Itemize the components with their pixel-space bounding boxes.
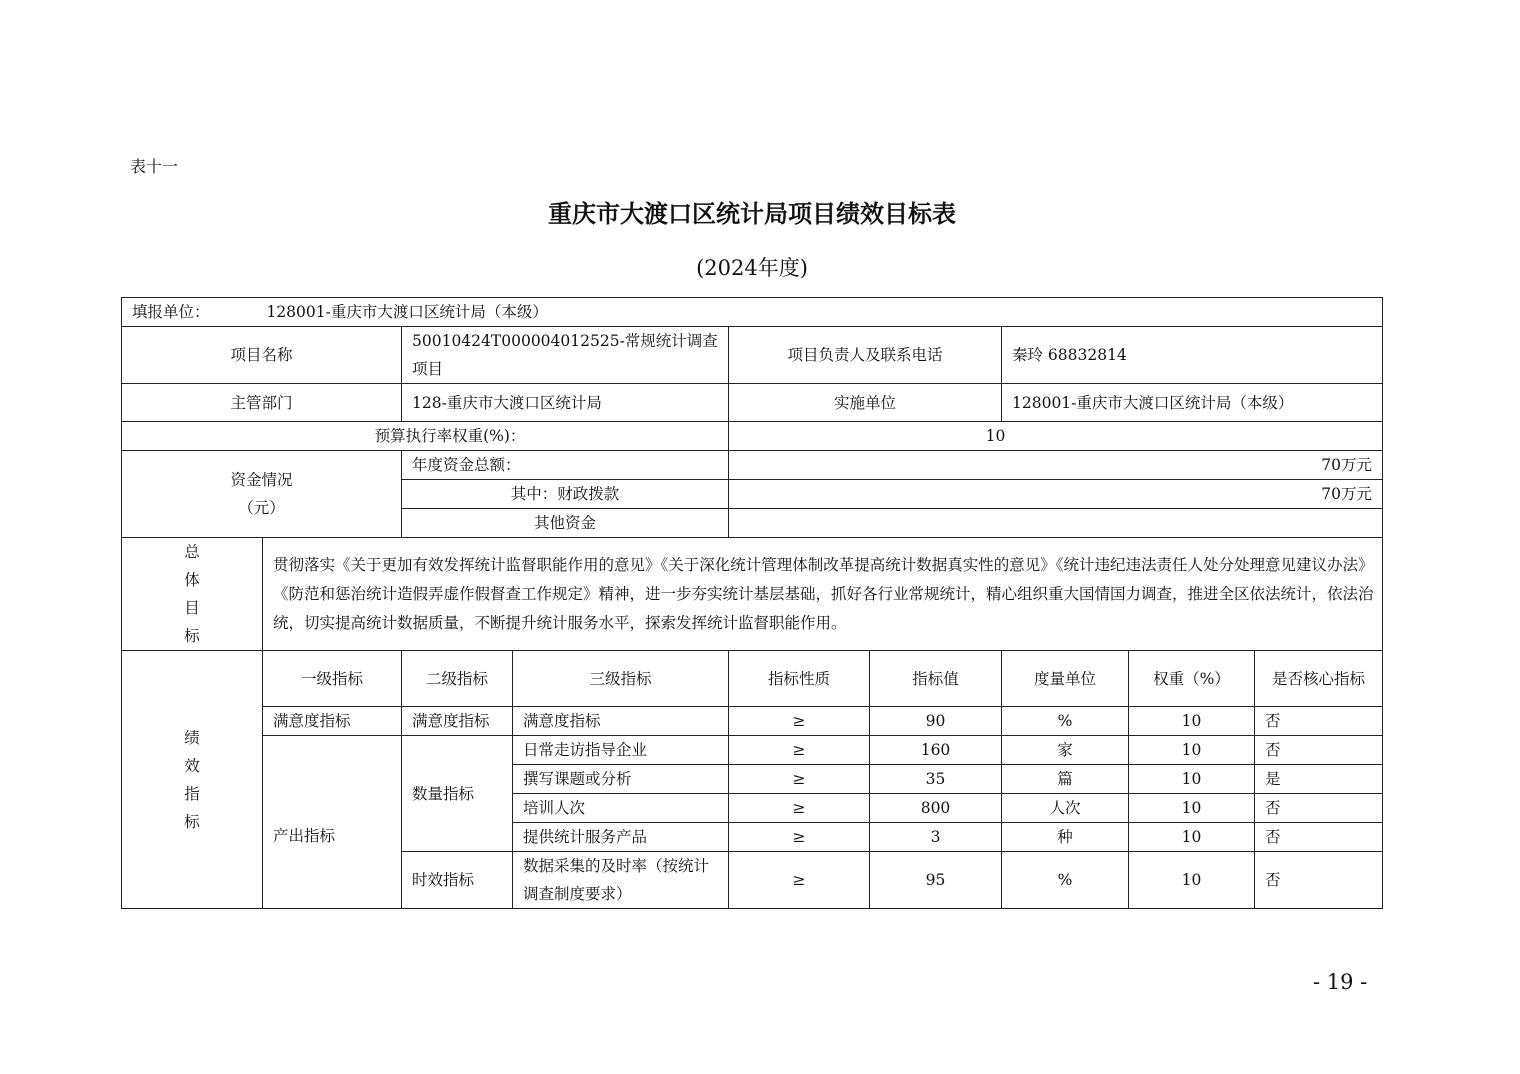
- overall-goal-char: 总: [184, 543, 200, 561]
- funding-total-value: 70万元: [729, 451, 1383, 480]
- unit-cell: 家: [1002, 736, 1129, 765]
- level1-cell: 满意度指标: [263, 707, 402, 736]
- header-level2: 二级指标: [402, 651, 513, 707]
- weight-cell: 10: [1129, 707, 1255, 736]
- funding-other-value: [729, 509, 1383, 538]
- filing-unit-row: [122, 298, 1383, 327]
- header-weight: 权重（%）: [1129, 651, 1255, 707]
- funding-label: 资金情况: [230, 471, 293, 489]
- nature-cell: ≥: [729, 736, 870, 765]
- funding-total-label: 年度资金总额：: [402, 451, 729, 480]
- indicator-header-row: [122, 651, 1383, 707]
- project-name-value: 50010424T000004012525-常规统计调查项目: [402, 327, 729, 384]
- nature-cell: ≥: [729, 707, 870, 736]
- budget-weight-label: 预算执行率权重(%)：: [122, 422, 729, 451]
- value-cell: 160: [870, 736, 1002, 765]
- overall-goal-text: 贯彻落实《关于更加有效发挥统计监督职能作用的意见》《关于深化统计管理体制改革提高统计数据真实性的意见》《统计违纪违法责任人处分处理意见建议办法》《防范和惩治统计造假弄虚作假督查工作规定》精神，进一步夯实统计基层基础，抓好各行业常规统计，精心组织重大国情国力调查，推进全区依法统计，依法治统，切实提高统计数据质量，不断提升统计服务水平，探索发挥统计监督职能作用。: [263, 538, 1383, 651]
- unit-cell: 人次: [1002, 794, 1129, 823]
- unit-cell: 种: [1002, 823, 1129, 852]
- weight-cell: 10: [1129, 794, 1255, 823]
- overall-goal-char: 体: [184, 571, 200, 589]
- project-lead-label: 项目负责人及联系电话: [729, 327, 1002, 384]
- indicators-label: [122, 651, 263, 909]
- funding-unit: （元）: [238, 499, 285, 517]
- filing-unit-cell: [122, 298, 1383, 327]
- header-nature: 指标性质: [729, 651, 870, 707]
- performance-table: [121, 297, 1383, 909]
- header-core: 是否核心指标: [1255, 651, 1383, 707]
- funding-label-cell: [122, 451, 402, 538]
- implementer-value: 128001-重庆市大渡口区统计局（本级）: [1002, 384, 1383, 422]
- value-cell: 800: [870, 794, 1002, 823]
- unit-cell: %: [1002, 707, 1129, 736]
- value-cell: 35: [870, 765, 1002, 794]
- nature-cell: ≥: [729, 794, 870, 823]
- header-level3: 三级指标: [513, 651, 729, 707]
- header-unit: 度量单位: [1002, 651, 1129, 707]
- unit-cell: %: [1002, 852, 1129, 909]
- header-level1: 一级指标: [263, 651, 402, 707]
- table-row: [122, 707, 1383, 736]
- level2-cell: 数量指标: [402, 736, 513, 852]
- filing-unit-label: 填报单位：: [132, 303, 210, 321]
- overall-goal-label: [122, 538, 263, 651]
- core-cell: 否: [1255, 794, 1383, 823]
- core-cell: 否: [1255, 736, 1383, 765]
- department-label: 主管部门: [122, 384, 402, 422]
- project-name-label: 项目名称: [122, 327, 402, 384]
- table-label: 表十一: [130, 157, 179, 176]
- department-value: 128-重庆市大渡口区统计局: [402, 384, 729, 422]
- nature-cell: ≥: [729, 765, 870, 794]
- weight-cell: 10: [1129, 765, 1255, 794]
- weight-cell: 10: [1129, 736, 1255, 765]
- funding-fiscal-value: 70万元: [729, 480, 1383, 509]
- level2-cell: 时效指标: [402, 852, 513, 909]
- funding-total-row: [122, 451, 1383, 480]
- value-cell: 3: [870, 823, 1002, 852]
- department-row: [122, 384, 1383, 422]
- core-cell: 否: [1255, 823, 1383, 852]
- core-cell: 是: [1255, 765, 1383, 794]
- project-name-row: [122, 327, 1383, 384]
- level1-cell: 产出指标: [263, 736, 402, 909]
- page-title: 重庆市大渡口区统计局项目绩效目标表: [548, 199, 956, 228]
- overall-goal-char: 目: [184, 599, 200, 617]
- weight-cell: 10: [1129, 852, 1255, 909]
- level3-cell: 培训人次: [513, 794, 729, 823]
- budget-weight-row: [122, 422, 1383, 451]
- funding-other-label: 其他资金: [402, 509, 729, 538]
- level2-cell: 满意度指标: [402, 707, 513, 736]
- indicators-char: 绩: [184, 728, 200, 747]
- level3-cell: 撰写课题或分析: [513, 765, 729, 794]
- budget-weight-value: 10: [729, 422, 1383, 451]
- nature-cell: ≥: [729, 852, 870, 909]
- value-cell: 90: [870, 707, 1002, 736]
- indicators-char: 标: [184, 812, 200, 831]
- level3-cell: 满意度指标: [513, 707, 729, 736]
- implementer-label: 实施单位: [729, 384, 1002, 422]
- table-row: [122, 736, 1383, 765]
- indicators-char: 效: [184, 756, 200, 775]
- filing-unit-value: 128001-重庆市大渡口区统计局（本级）: [266, 303, 548, 321]
- project-lead-value: 秦玲 68832814: [1002, 327, 1383, 384]
- page-subtitle: (2024年度): [696, 256, 808, 280]
- weight-cell: 10: [1129, 823, 1255, 852]
- nature-cell: ≥: [729, 823, 870, 852]
- core-cell: 否: [1255, 852, 1383, 909]
- core-cell: 否: [1255, 707, 1383, 736]
- level3-cell: 数据采集的及时率（按统计调查制度要求）: [513, 852, 729, 909]
- value-cell: 95: [870, 852, 1002, 909]
- header-value: 指标值: [870, 651, 1002, 707]
- level3-cell: 提供统计服务产品: [513, 823, 729, 852]
- funding-fiscal-label: 其中：财政拨款: [402, 480, 729, 509]
- level3-cell: 日常走访指导企业: [513, 736, 729, 765]
- overall-goal-row: [122, 538, 1383, 651]
- unit-cell: 篇: [1002, 765, 1129, 794]
- indicators-char: 指: [184, 784, 200, 803]
- page-number: - 19 -: [1313, 970, 1368, 994]
- overall-goal-char: 标: [184, 627, 200, 645]
